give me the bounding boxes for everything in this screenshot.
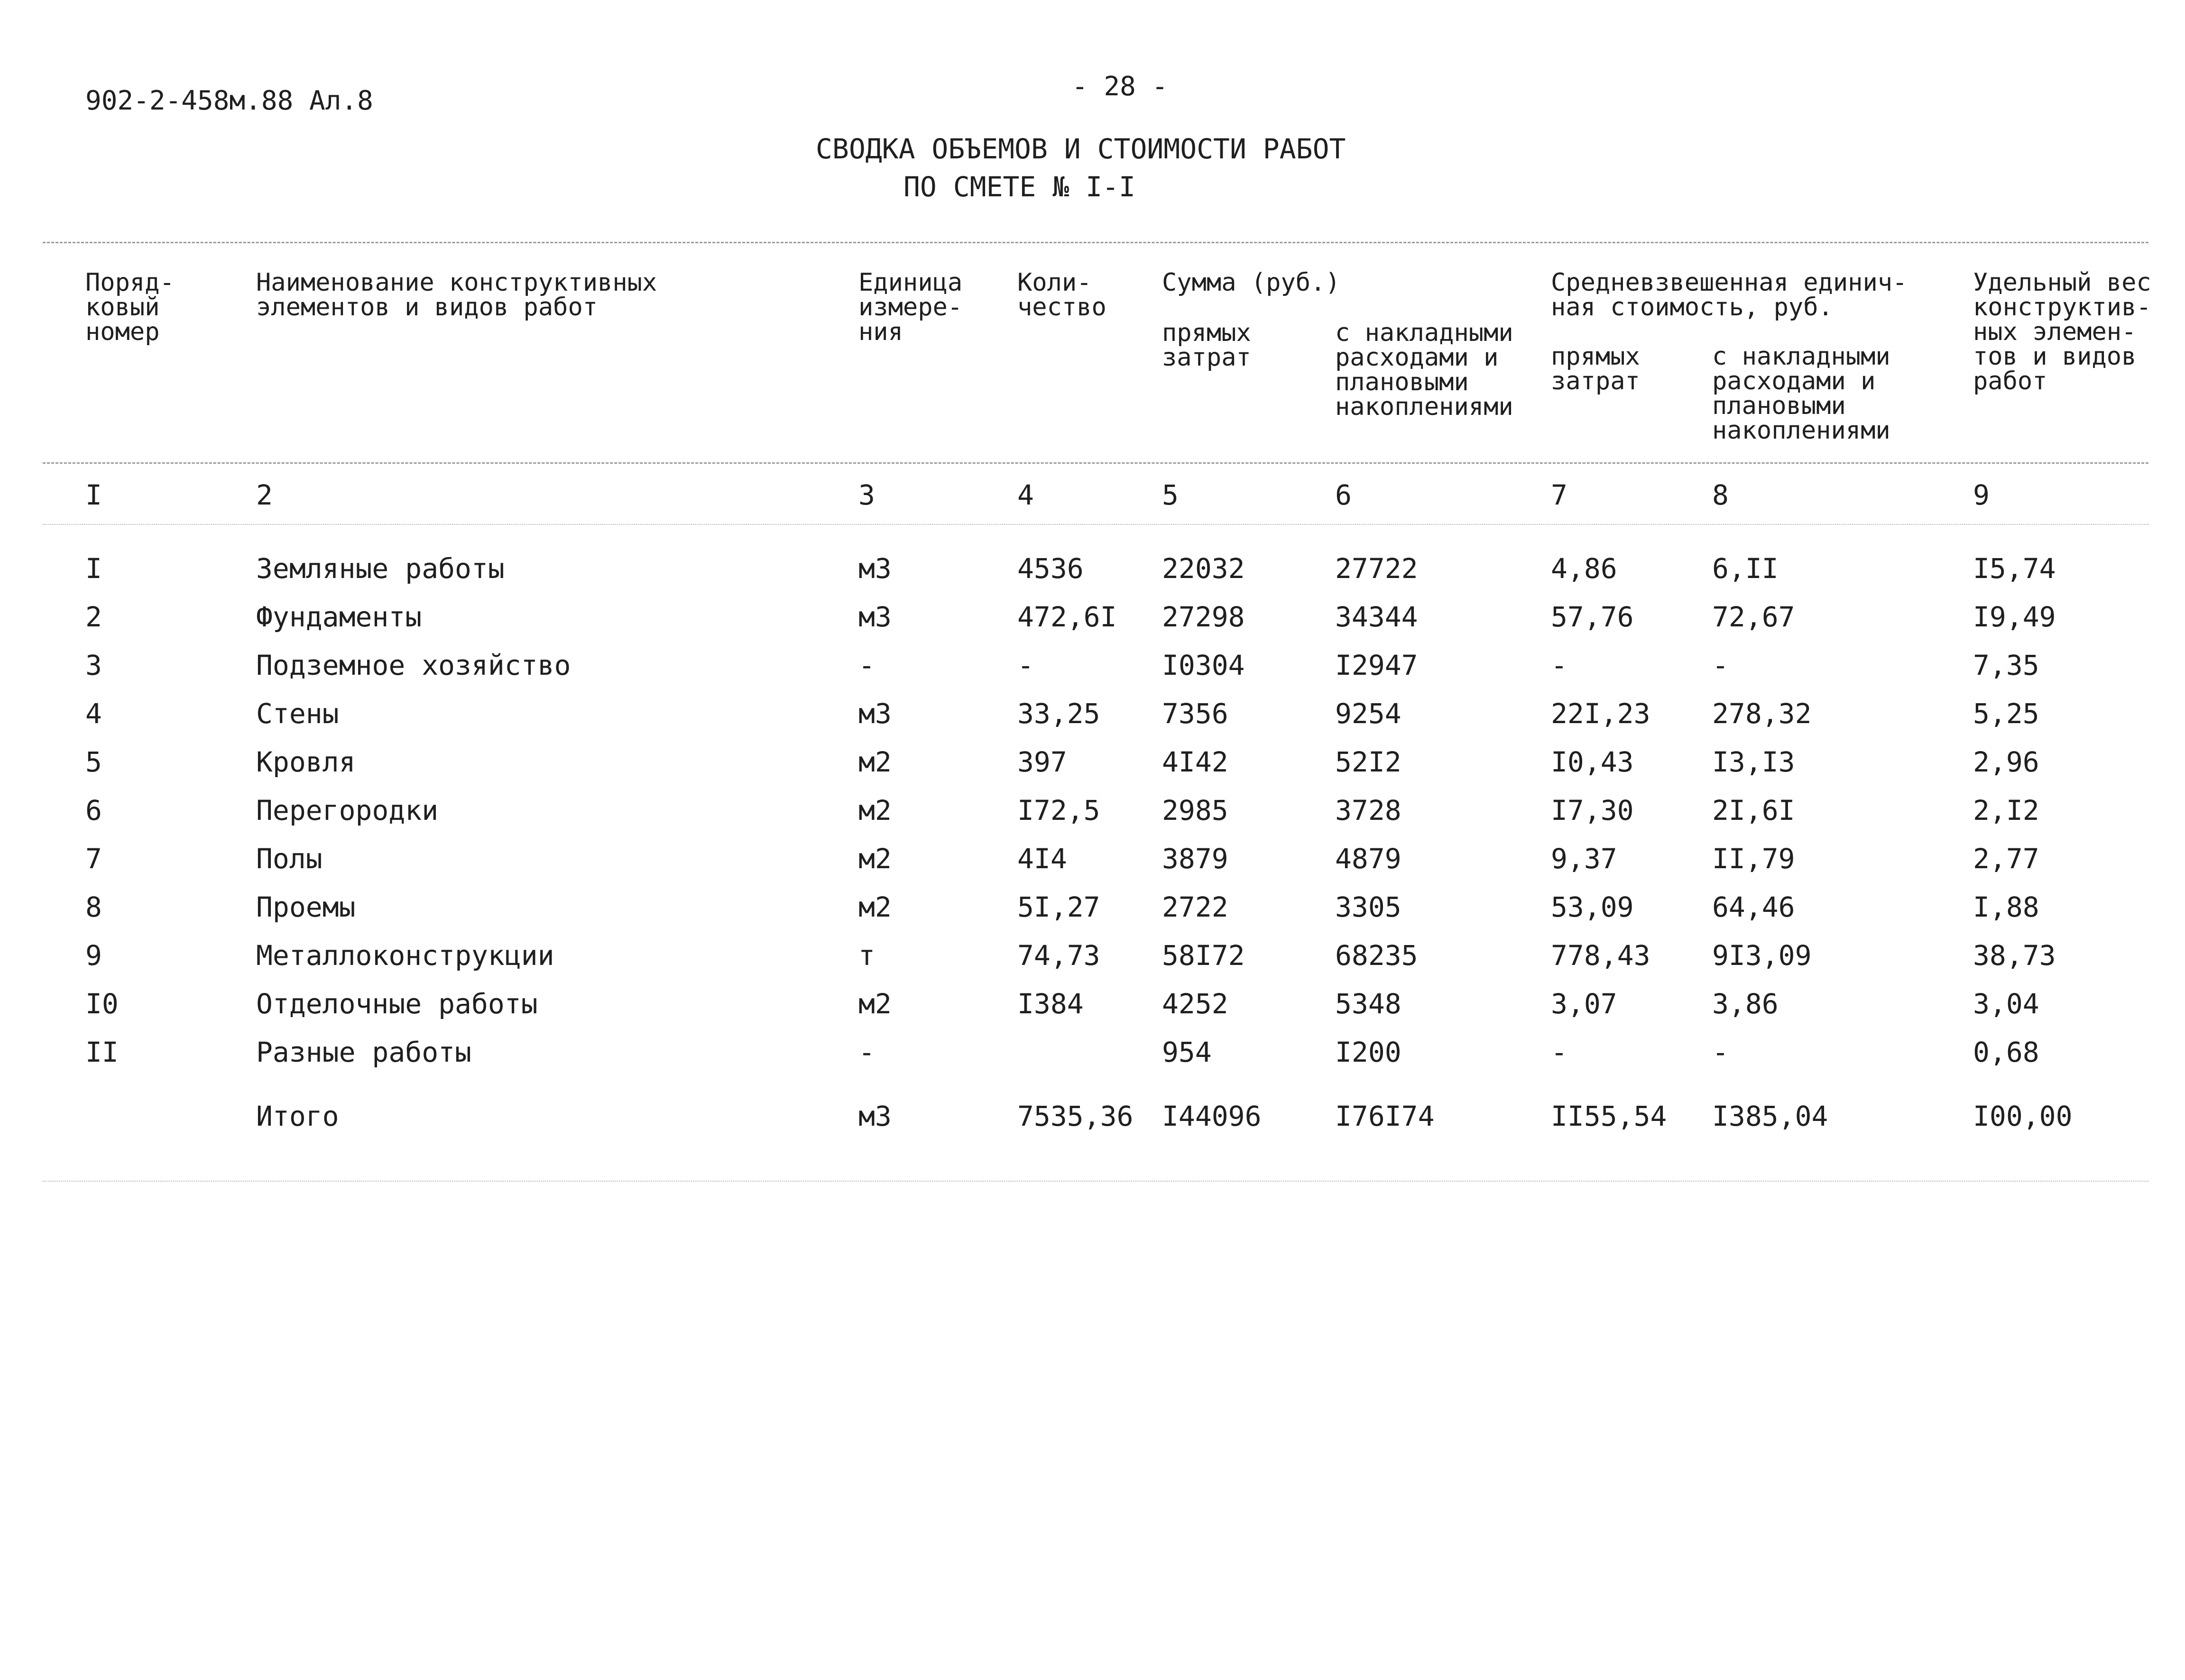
cell-no: 3 xyxy=(85,649,102,681)
cell-no: 4 xyxy=(85,698,102,730)
cell-direct: 7356 xyxy=(1162,698,1228,730)
cell-direct: 22032 xyxy=(1162,552,1245,585)
cell-qty: 4I4 xyxy=(1017,843,1067,875)
cell-unit: м3 xyxy=(858,698,892,730)
header-sum-direct: прямых затрат xyxy=(1162,319,1251,372)
cell-avg-overhead: 3,86 xyxy=(1712,988,1779,1020)
document-title: СВОДКА ОБЪЕМОВ И СТОИМОСТИ РАБОТ xyxy=(816,133,1346,165)
cell-avg-direct: - xyxy=(1551,649,1567,681)
cell-avg-direct: 3,07 xyxy=(1551,988,1617,1020)
cell-no: II xyxy=(85,1036,119,1068)
total-share: I00,00 xyxy=(1973,1100,2073,1132)
cell-direct: 4I42 xyxy=(1162,746,1228,778)
cell-overhead: 52I2 xyxy=(1335,746,1401,778)
cell-no: I xyxy=(85,552,102,585)
cell-avg-overhead: - xyxy=(1712,1036,1729,1068)
document-subtitle: ПО СМЕТЕ № I-I xyxy=(904,171,1135,203)
cell-qty: I384 xyxy=(1017,988,1084,1020)
cell-qty: I72,5 xyxy=(1017,794,1100,826)
cell-unit: м2 xyxy=(858,843,892,875)
cell-no: 7 xyxy=(85,843,102,875)
cell-qty: 74,73 xyxy=(1017,939,1100,972)
cell-direct: 2722 xyxy=(1162,891,1228,923)
cell-direct: 58I72 xyxy=(1162,939,1245,972)
cell-overhead: 68235 xyxy=(1335,939,1418,972)
table-top-rule xyxy=(43,242,2148,243)
cell-name: Перегородки xyxy=(256,794,439,826)
cell-overhead: 5348 xyxy=(1335,988,1401,1020)
cell-avg-overhead: I3,I3 xyxy=(1712,746,1795,778)
column-number: 7 xyxy=(1551,479,1567,511)
cell-overhead: 34344 xyxy=(1335,601,1418,633)
cell-avg-direct: 22I,23 xyxy=(1551,698,1650,730)
header-name: Наименование конструктивных элементов и видов работ xyxy=(256,268,657,321)
total-direct: I44096 xyxy=(1162,1100,1262,1132)
cell-name: Разные работы xyxy=(256,1036,471,1068)
cell-avg-direct: 778,43 xyxy=(1551,939,1650,972)
cell-direct: 27298 xyxy=(1162,601,1245,633)
page-number: - 28 - xyxy=(1072,71,1168,102)
cell-avg-direct: I7,30 xyxy=(1551,794,1634,826)
total-name: Итого xyxy=(256,1100,339,1132)
cell-avg-overhead: 278,32 xyxy=(1712,698,1812,730)
document-code: 902-2-458м.88 Ал.8 xyxy=(85,85,373,116)
column-number: I xyxy=(85,479,102,511)
cell-avg-overhead: 72,67 xyxy=(1712,601,1795,633)
cell-unit: - xyxy=(858,649,875,681)
cell-avg-direct: 57,76 xyxy=(1551,601,1634,633)
header-order-no: Поряд- ковый номер xyxy=(85,268,175,346)
cell-no: I0 xyxy=(85,988,119,1020)
cell-qty: 472,6I xyxy=(1017,601,1117,633)
cell-name: Металлоконструкции xyxy=(256,939,554,972)
table-bottom-rule xyxy=(43,1181,2148,1182)
cell-qty: 4536 xyxy=(1017,552,1084,585)
column-number-rule xyxy=(43,524,2148,525)
cell-unit: - xyxy=(858,1036,875,1068)
cell-overhead: 3728 xyxy=(1335,794,1401,826)
cell-overhead: 4879 xyxy=(1335,843,1401,875)
column-number: 6 xyxy=(1335,479,1352,511)
cell-unit: м2 xyxy=(858,794,892,826)
cell-share: 2,77 xyxy=(1973,843,2039,875)
cell-avg-direct: - xyxy=(1551,1036,1567,1068)
column-number: 2 xyxy=(256,479,273,511)
cell-direct: 3879 xyxy=(1162,843,1228,875)
total-avg-overhead: I385,04 xyxy=(1712,1100,1828,1132)
cell-overhead: 3305 xyxy=(1335,891,1401,923)
total-qty: 7535,36 xyxy=(1017,1100,1134,1132)
cell-overhead: I2947 xyxy=(1335,649,1418,681)
cell-overhead: 27722 xyxy=(1335,552,1418,585)
cell-qty: 5I,27 xyxy=(1017,891,1100,923)
header-avg-overhead: с накладными расходами и плановыми накоплениями xyxy=(1712,342,1890,445)
header-bottom-rule xyxy=(43,462,2148,464)
cell-qty: 33,25 xyxy=(1017,698,1100,730)
cell-name: Кровля xyxy=(256,746,356,778)
cell-share: I5,74 xyxy=(1973,552,2056,585)
cell-name: Фундаменты xyxy=(256,601,422,633)
cell-avg-overhead: - xyxy=(1712,649,1729,681)
header-share: Удельный вес конструктив- ных элемен- тов и видов работ xyxy=(1973,268,2151,395)
header-sum-group: Сумма (руб.) xyxy=(1162,268,1340,297)
cell-name: Отделочные работы xyxy=(256,988,538,1020)
column-number: 5 xyxy=(1162,479,1179,511)
column-number: 3 xyxy=(858,479,875,511)
column-number: 9 xyxy=(1973,479,1990,511)
cell-qty: - xyxy=(1017,649,1034,681)
cell-share: I9,49 xyxy=(1973,601,2056,633)
cell-direct: 4252 xyxy=(1162,988,1228,1020)
cell-direct: 2985 xyxy=(1162,794,1228,826)
cell-share: 7,35 xyxy=(1973,649,2039,681)
column-number: 4 xyxy=(1017,479,1034,511)
cell-unit: м3 xyxy=(858,552,892,585)
cell-no: 6 xyxy=(85,794,102,826)
total-avg-direct: II55,54 xyxy=(1551,1100,1667,1132)
column-number: 8 xyxy=(1712,479,1729,511)
cell-avg-direct: 53,09 xyxy=(1551,891,1634,923)
cell-no: 8 xyxy=(85,891,102,923)
cell-avg-direct: I0,43 xyxy=(1551,746,1634,778)
cell-share: 0,68 xyxy=(1973,1036,2039,1068)
total-overhead: I76I74 xyxy=(1335,1100,1435,1132)
cell-no: 9 xyxy=(85,939,102,972)
cell-share: 2,96 xyxy=(1973,746,2039,778)
cell-direct: I0304 xyxy=(1162,649,1245,681)
header-quantity: Коли- чество xyxy=(1017,268,1106,321)
cell-share: 2,I2 xyxy=(1973,794,2039,826)
header-avg-group: Средневзвешенная единич- ная стоимость, руб. xyxy=(1551,268,1908,321)
header-avg-direct: прямых затрат xyxy=(1551,342,1640,395)
cell-avg-overhead: 2I,6I xyxy=(1712,794,1795,826)
cell-name: Стены xyxy=(256,698,339,730)
cell-overhead: 9254 xyxy=(1335,698,1401,730)
cell-share: 38,73 xyxy=(1973,939,2056,972)
header-unit: Единица измере- ния xyxy=(858,268,963,346)
cell-name: Земляные работы xyxy=(256,552,505,585)
cell-avg-overhead: 9I3,09 xyxy=(1712,939,1812,972)
cell-direct: 954 xyxy=(1162,1036,1212,1068)
cell-avg-overhead: II,79 xyxy=(1712,843,1795,875)
cell-qty: 397 xyxy=(1017,746,1067,778)
total-unit: м3 xyxy=(858,1100,892,1132)
cell-unit: м2 xyxy=(858,891,892,923)
cell-name: Проемы xyxy=(256,891,356,923)
cell-overhead: I200 xyxy=(1335,1036,1401,1068)
cell-avg-overhead: 64,46 xyxy=(1712,891,1795,923)
cell-avg-direct: 9,37 xyxy=(1551,843,1617,875)
cell-avg-direct: 4,86 xyxy=(1551,552,1617,585)
header-sum-overhead: с накладными расходами и плановыми накоплениями xyxy=(1335,319,1513,421)
cell-share: I,88 xyxy=(1973,891,2039,923)
cell-unit: м2 xyxy=(858,988,892,1020)
cell-unit: м3 xyxy=(858,601,892,633)
cell-share: 5,25 xyxy=(1973,698,2039,730)
cell-share: 3,04 xyxy=(1973,988,2039,1020)
cell-unit: т xyxy=(858,939,875,972)
cell-name: Подземное хозяйство xyxy=(256,649,571,681)
cell-avg-overhead: 6,II xyxy=(1712,552,1779,585)
cell-name: Полы xyxy=(256,843,323,875)
cell-no: 2 xyxy=(85,601,102,633)
cell-no: 5 xyxy=(85,746,102,778)
cell-unit: м2 xyxy=(858,746,892,778)
